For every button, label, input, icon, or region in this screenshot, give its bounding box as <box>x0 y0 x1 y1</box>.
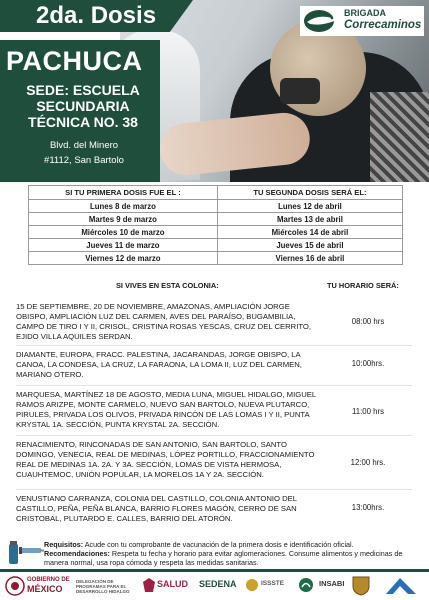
colonia-list: RENACIMIENTO, RINCONADAS DE SAN ANTONIO, SAN BARTOLO, SANTO DOMINGO, VENECIA, REAL DE MEDINAS, LÓPEZ PORTILLO, FRACCIONAMIENTO REAL DE MEDINAS 1A. 2A. Y 3A. SECCIÓN, LOMAS DE VISTA HERMOSA, CUAUHTEMOC, UNIÓN POPULAR, LA MORELOS 1A Y 2A. SECCIÓN. <box>16 440 315 479</box>
schedule-time: 13:00hrs. <box>351 503 385 512</box>
second-dose-date: Jueves 15 de abril <box>217 239 402 252</box>
first-dose-date: Viernes 12 de marzo <box>29 252 218 265</box>
first-dose-date: Lunes 8 de marzo <box>29 200 218 213</box>
requirements-label: Requisitos: <box>44 540 84 549</box>
imss-emblem-icon <box>298 577 314 593</box>
second-dose-date: Lunes 12 de abril <box>217 200 402 213</box>
brand-line-2: Correcaminos <box>344 19 422 31</box>
issste-logo: ISSSTE <box>261 580 285 587</box>
dose-dates-table <box>28 185 403 265</box>
salud-emblem-icon <box>143 578 155 592</box>
venue-name: SEDE: ESCUELA SECUNDARIA TÉCNICA NO. 38 <box>26 82 140 130</box>
gobierno-seal-icon <box>5 576 25 596</box>
bienestar-logo: DELEGACIÓN DE PROGRAMAS PARA EL DESARROLLO HIDALGO <box>76 579 130 594</box>
header-banner <box>0 0 429 182</box>
requirements-text: Acude con tu comprobante de vacunación de la primera dosis e identificación oficial. <box>84 540 354 549</box>
brigada-logo <box>300 6 424 36</box>
roadrunner-icon <box>302 8 342 34</box>
insabi-logo: INSABI <box>319 579 345 588</box>
recommendations-label: Recomendaciones: <box>44 548 110 558</box>
sedena-logo: SEDENA <box>199 579 237 589</box>
venue-address <box>14 138 154 168</box>
address-line-2: #1112, San Bartolo <box>44 155 124 166</box>
second-dose-date: Viernes 16 de abril <box>217 252 402 265</box>
schedule-time: 08:00 hrs <box>351 317 385 326</box>
photo-mask <box>280 78 320 104</box>
colonia-list: MARQUESA, MARTÍNEZ 18 DE AGOSTO, MEDIA LUNA, MIGUEL HIDALGO, MIGUEL RAMOS ARIZPE, MONTE CARMELO, NUEVO SAN BARTOLO, NUEVA PLUTARCO, PIRULES, PRIVADA LOS OLIVOS, PRIVADA RINCÓN DE LAS LOMAS I Y II, PUNTA KRYSTAL 1A. SECCIÓN, PUNTA KRYSTAL 2A. SECCIÓN. <box>16 390 316 429</box>
address-line-1: Blvd. del Minero <box>49 140 119 151</box>
photo-shawl <box>370 92 429 182</box>
table-row <box>29 213 403 226</box>
state-agency-icon <box>384 576 418 596</box>
institution-logos <box>0 572 429 600</box>
first-dose-date: Jueves 11 de marzo <box>29 239 218 252</box>
row-divider <box>16 489 412 490</box>
schedule-header: TU HORARIO SERÁ: <box>327 281 399 290</box>
dose-title: 2da. Dosis <box>36 2 157 29</box>
colonia-header: SI VIVES EN ESTA COLONIA: <box>116 281 219 290</box>
colonia-list: VENUSTIANO CARRANZA, COLONIA DEL CASTILLO, COLONIA ANTONIO DEL CASTILLO, PEÑA, PEÑA BLANCA, BARRIO FLORES MAGÓN, CERRO DE SAN CRISTOBAL, PLUTARDO E. CALLES, BARRIO DEL ATORÓN. <box>16 494 297 523</box>
second-dose-date: Martes 13 de abril <box>217 213 402 226</box>
row-divider <box>16 385 412 386</box>
colonia-list: DIAMANTE, EUROPA, FRACC. PALESTINA, JACARANDAS, JORGE OBISPO, LA CANOA, LA CONDESA, LA CRUZ, LA FARAONA, LA LOMA II, LUZ DEL CARMEN, MARIANO OTERO. <box>16 350 302 379</box>
brand-line-1: BRIGADA <box>344 8 386 18</box>
table-row <box>29 200 403 213</box>
colonia-list: 15 DE SEPTIEMBRE, 20 DE NOVIEMBRE, AMAZONAS, AMPLIACIÓN JORGE OBISPO, AMPLIACIÓN LUZ DEL CARMEN, AVES DEL PARAÍSO, BUGAMBILIA, CAMPO DE TIRO I Y II, CRISOL, CRISTINA ROSAS YESCAS, CRUZ DEL CERRITO, EJIDO VILLA AQUILES SERDAN. <box>16 302 312 341</box>
requirements-note <box>44 541 424 567</box>
row-divider <box>16 345 412 346</box>
table-row <box>29 226 403 239</box>
schedule-time: 10:00hrs. <box>351 359 385 368</box>
second-dose-header: TU SEGUNDA DOSIS SERÁ EL: <box>217 186 402 200</box>
table-row <box>29 252 403 265</box>
first-dose-date: Miércoles 10 de marzo <box>29 226 218 239</box>
recommendations-text: Respeta tu fecha y horario para evitar aglomeraciones. Consume alimentos y medicinas de manera normal, usa ropa cómoda y respeta las medidas sanitarias. <box>44 548 403 567</box>
gobierno-line-1: GOBIERNO DE <box>27 577 70 583</box>
vaccine-vial-icon <box>6 536 44 566</box>
second-dose-date: Miércoles 14 de abril <box>217 226 402 239</box>
first-dose-date: Martes 9 de marzo <box>29 213 218 226</box>
schedule-time: 12:00 hrs. <box>350 458 386 467</box>
issste-emblem-icon <box>245 578 259 592</box>
first-dose-header: SI TU PRIMERA DOSIS FUE EL : <box>29 186 218 200</box>
row-divider <box>16 435 412 436</box>
gobierno-line-2: MÉXICO <box>27 584 63 594</box>
table-header-row <box>29 186 403 200</box>
hidalgo-shield-icon <box>352 576 370 596</box>
city-title: PACHUCA <box>6 46 143 76</box>
schedule-time: 11:00 hrs <box>352 407 384 416</box>
salud-logo: SALUD <box>157 579 188 589</box>
table-row <box>29 239 403 252</box>
